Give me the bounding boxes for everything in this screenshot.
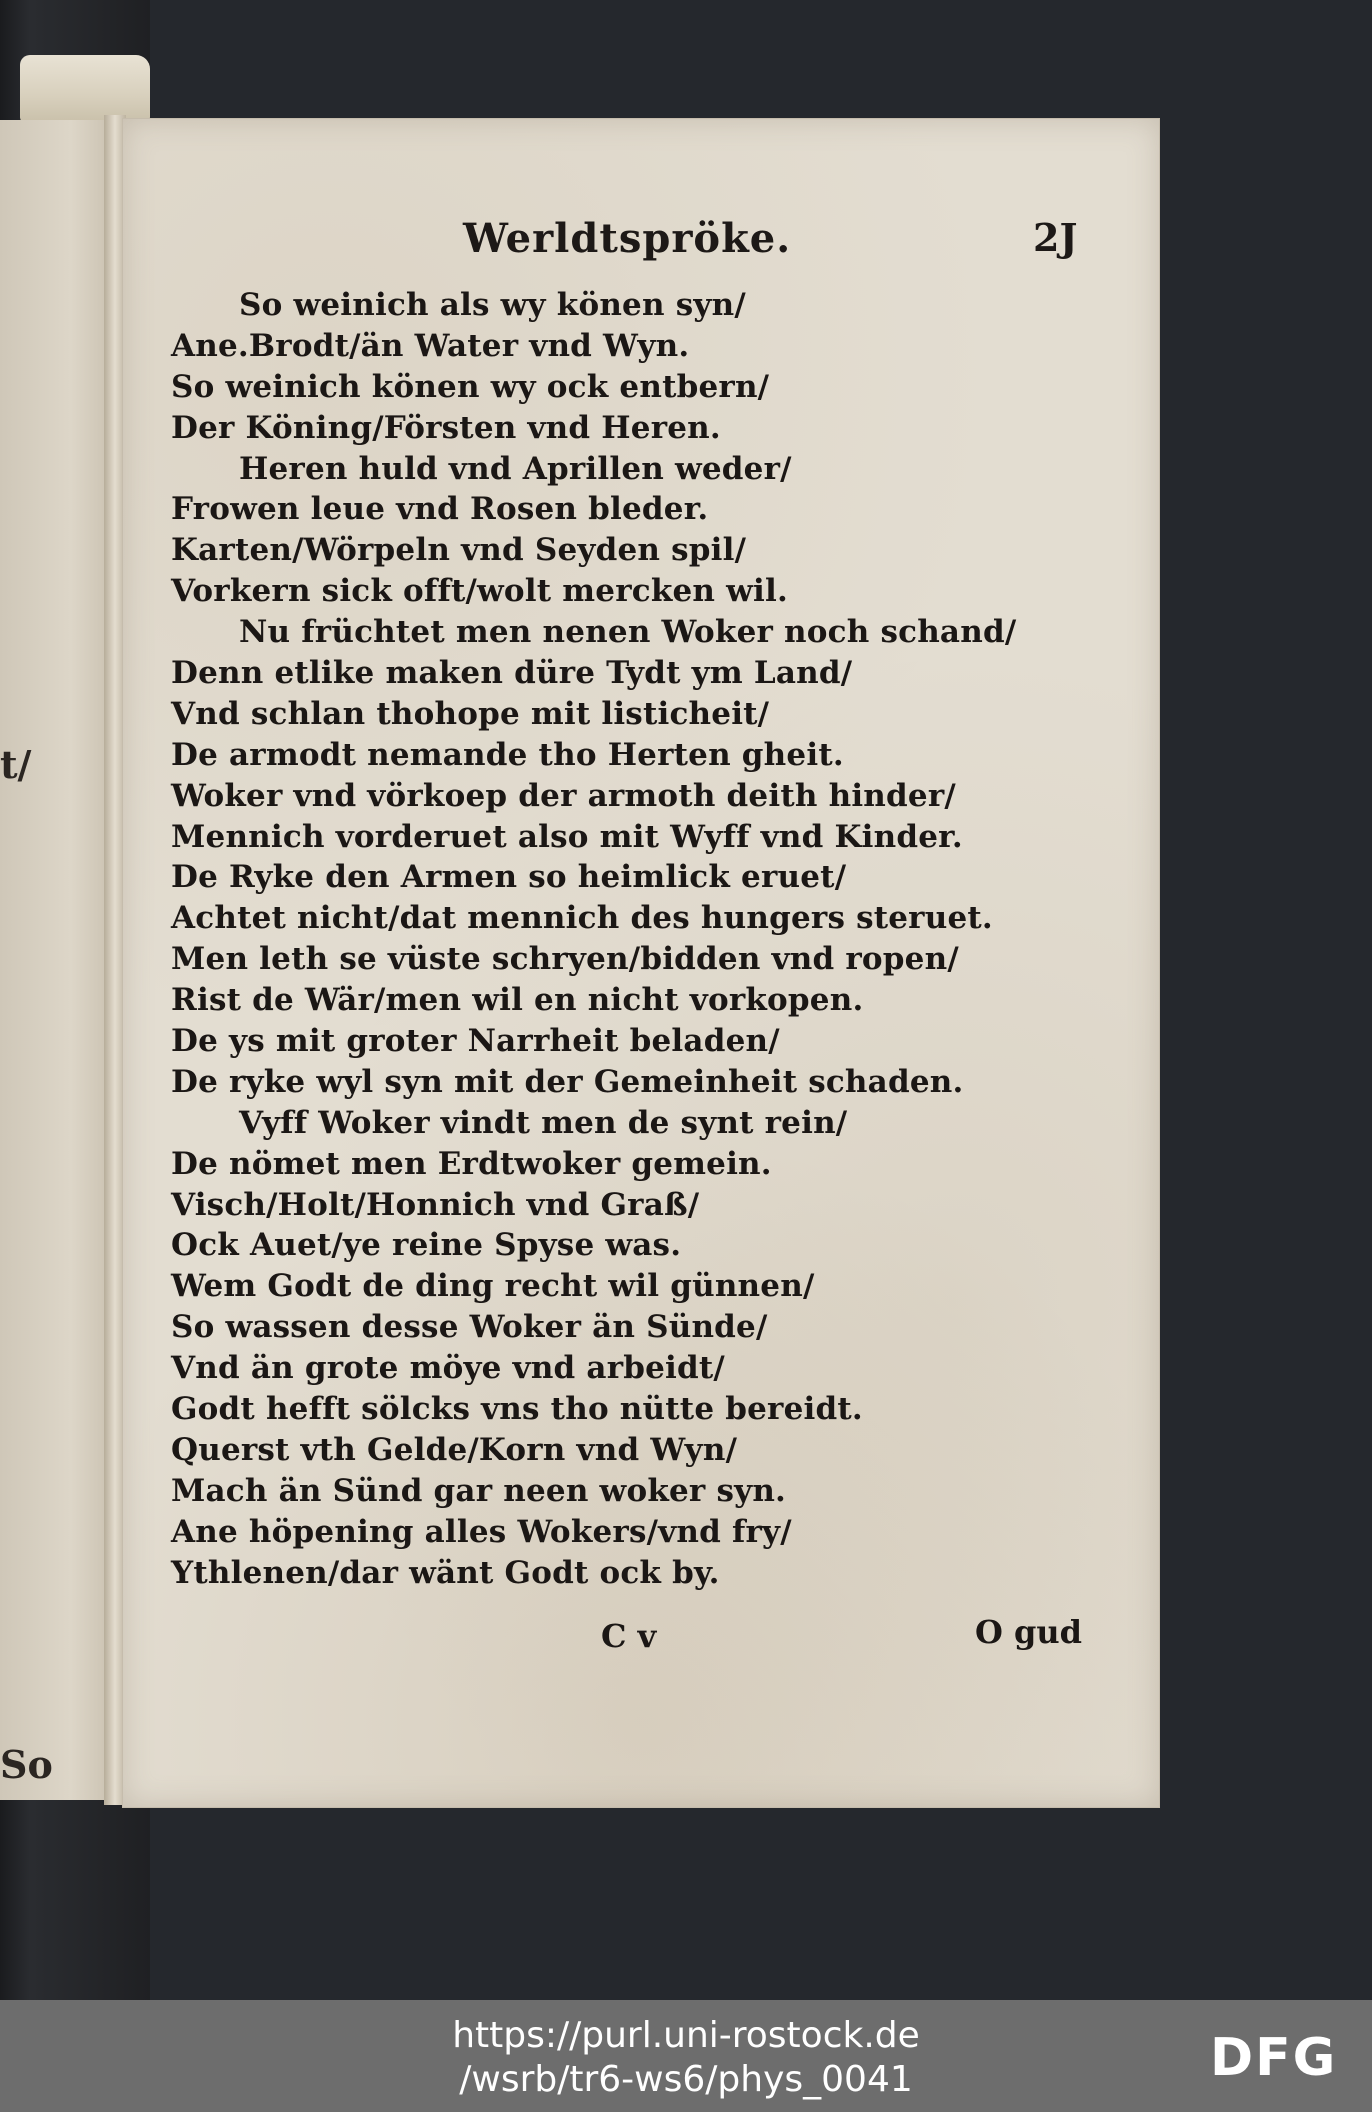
text-line: Wem Godt de ding recht wil günnen/ [171, 1268, 815, 1305]
text-line: So weinich könen wy ock entbern/ [171, 368, 770, 405]
text-line: Ane höpening alles Wokers/vnd fry/ [171, 1513, 792, 1550]
text-line: Ythlenen/dar wänt Godt ock by. [171, 1554, 720, 1591]
text-line: Heren huld vnd Aprillen weder/ [239, 450, 792, 487]
text-line: Mennich vorderuet also mit Wyff vnd Kinder. [171, 818, 963, 855]
text-line: Vnd schlan thohope mit listicheit/ [171, 695, 770, 732]
left-page [0, 120, 120, 1800]
text-line: Woker vnd vörkoep der armoth deith hinder/ [171, 777, 956, 814]
text-line: So weinich als wy könen syn/ [239, 287, 746, 323]
text-line: Der Köning/Försten vnd Heren. [171, 409, 721, 446]
footer-url-line-2[interactable]: /wsrb/tr6-ws6/phys_0041 [459, 2059, 913, 2100]
text-line: Rist de Wär/men wil en nicht vorkopen. [171, 982, 864, 1019]
text-line: Frowen leue vnd Rosen bleder. [171, 491, 709, 528]
text-line: Men leth se vüste schryen/bidden vnd ropen/ [171, 941, 959, 978]
dfg-logo: DFG [1210, 2028, 1338, 2088]
text-line: Achtet nicht/dat mennich des hungers steruet. [171, 900, 993, 937]
text-line: Godt hefft sölcks vns tho nütte bereidt. [171, 1391, 863, 1428]
text-line: De nömet men Erdtwoker gemein. [171, 1145, 772, 1182]
text-line: So wassen desse Woker än Sünde/ [171, 1309, 768, 1346]
text-line: De ys mit groter Narrheit beladen/ [171, 1023, 780, 1060]
text-line: Karten/Wörpeln vnd Seyden spil/ [171, 532, 747, 569]
poem-text-block [171, 285, 1151, 1594]
footer-url[interactable] [0, 2014, 1372, 2102]
right-page [122, 118, 1160, 1808]
text-line: Denn etlike maken düre Tydt ym Land/ [171, 655, 853, 692]
left-page-text-fragment: t/ [0, 742, 32, 787]
signature-mark: C v [601, 1617, 657, 1655]
text-line: Nu früchtet men nenen Woker noch schand/ [239, 614, 1017, 651]
text-line: De Ryke den Armen so heimlick eruet/ [171, 859, 847, 896]
footer-bar [0, 2000, 1372, 2112]
footer-url-line-1[interactable]: https://purl.uni-rostock.de [452, 2015, 920, 2056]
text-line: Ock Auet/ye reine Spyse was. [171, 1227, 682, 1264]
text-line: Vyff Woker vindt men de synt rein/ [239, 1104, 848, 1141]
text-line: De ryke wyl syn mit der Gemeinheit schaden. [171, 1063, 964, 1100]
text-line: Querst vth Gelde/Korn vnd Wyn/ [171, 1431, 738, 1468]
text-line: De armodt nemande tho Herten gheit. [171, 736, 844, 773]
page-header-title: Werldtspröke. [463, 215, 792, 262]
text-line: Ane.Brodt/än Water vnd Wyn. [171, 327, 690, 364]
text-line: Vnd än grote möye vnd arbeidt/ [171, 1350, 725, 1387]
left-page-text-fragment: So [0, 1742, 53, 1787]
book-spine-tab [20, 55, 150, 123]
text-line: Vorkern sick offt/wolt mercken wil. [171, 573, 788, 610]
page-number: 2J [1033, 215, 1078, 260]
text-line: Mach än Sünd gar neen woker syn. [171, 1472, 787, 1509]
catchword: O gud [975, 1613, 1083, 1651]
text-line: Visch/Holt/Honnich vnd Graß/ [171, 1186, 700, 1223]
